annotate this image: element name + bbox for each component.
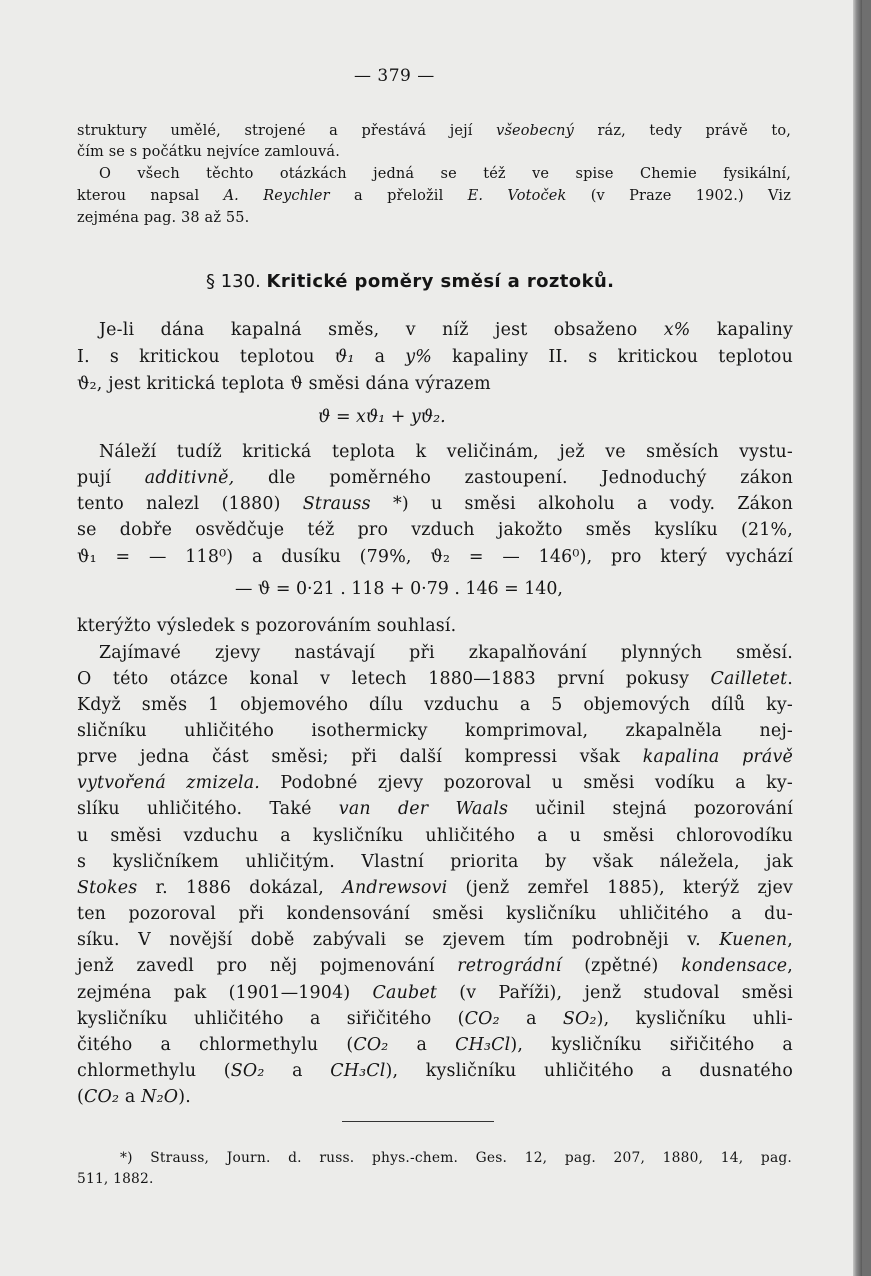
body-line-6: tento nalezl (1880) Strauss *) u směsi alkoholu a vody. Zákon	[77, 494, 793, 514]
body-line-24: kysličníku uhličitého a siřičitého (CO₂ a SO₂), kysličníku uhli-	[77, 1009, 793, 1029]
body-line-8: ϑ₁ = — 118⁰) a dusíku (79%, ϑ₂ = — 146⁰), pro který vychází	[77, 547, 793, 567]
intro-line-3: O všech těchto otázkách jedná se též ve spise Chemie fysikální,	[99, 166, 791, 182]
body-line-19: Stokes r. 1886 dokázal, Andrewsovi (jenž zemřel 1885), kterýž zjev	[77, 878, 794, 898]
body-line-11: O této otázce konal v letech 1880—1883 první pokusy Cailletet.	[77, 669, 793, 689]
body-line-25: čitého a chlormethylu (CO₂ a CH₃Cl), kysličníku siřičitého a	[77, 1035, 793, 1055]
intro-line-5: zejména pag. 38 až 55.	[77, 210, 250, 226]
page-number: — 379 —	[354, 66, 435, 86]
body-line-23: zejména pak (1901—1904) Caubet (v Paříži), jenž studoval směsi	[77, 983, 793, 1003]
body-line-26: chlormethylu (SO₂ a CH₃Cl), kysličníku uhličitého a dusnatého	[77, 1061, 793, 1081]
body-line-16: slíku uhličitého. Také van der Waals učinil stejná pozorování	[77, 799, 794, 819]
body-line-17: u směsi vzduchu a kysličníku uhličitého a u směsi chlorovodíku	[77, 826, 793, 846]
section-heading	[206, 271, 614, 292]
page-edge-shadow	[853, 0, 862, 1276]
footnote-line-2: 511, 1882.	[77, 1171, 154, 1187]
body-line-3: ϑ₂, jest kritická teplota ϑ směsi dána výrazem	[77, 374, 491, 394]
body-line-13: sličníku uhličitého isothermicky komprimoval, zkapalněla nej-	[77, 721, 793, 741]
body-line-7: se dobře osvědčuje též pro vzduch jakožto směs kyslíku (21%,	[77, 520, 793, 540]
section-title: Kritické poměry směsí a roztoků.	[266, 271, 615, 292]
body-line-12: Když směs 1 objemového dílu vzduchu a 5 objemových dílů ky-	[77, 695, 793, 715]
body-line-1: Je-li dána kapalná směs, v níž jest obsaženo x% kapaliny	[99, 320, 793, 340]
footnote-line-1: *) Strauss, Journ. d. russ. phys.-chem. Ges. 12, pag. 207, 1880, 14, pag.	[120, 1150, 792, 1166]
formula-critical-temperature: ϑ = xϑ₁ + yϑ₂.	[318, 407, 446, 427]
intro-line-1: struktury umělé, strojené a přestává její všeobecný ráz, tedy právě to,	[77, 123, 791, 139]
intro-line-2: čím se s počátku nejvíce zamlouvá.	[77, 144, 340, 160]
body-line-27: (CO₂ a N₂O).	[77, 1087, 191, 1107]
body-line-15: vytvořená zmizela. Podobné zjevy pozoroval u směsi vodíku a ky-	[77, 773, 793, 793]
body-line-2: I. s kritickou teplotou ϑ₁ a y% kapaliny II. s kritickou teplotou	[77, 347, 793, 367]
body-line-22: jenž zavedl pro něj pojmenování retrográdní (zpětné) kondensace,	[77, 956, 793, 976]
body-line-5: pují additivně, dle poměrného zastoupení. Jednoduchý zákon	[77, 468, 793, 488]
body-line-10: Zajímavé zjevy nastávají při zkapalňování plynných směsí.	[99, 643, 793, 663]
body-line-9: kterýžto výsledek s pozorováním souhlasí.	[77, 616, 457, 636]
section-number: § 130.	[206, 271, 261, 292]
footnote-divider	[342, 1121, 494, 1122]
body-line-20: ten pozoroval při kondensování směsi kysličníku uhličitého a du-	[77, 904, 793, 924]
intro-line-4: kterou napsal A. Reychler a přeložil E. Votoček (v Praze 1902.) Viz	[77, 188, 792, 204]
body-line-14: prve jedna část směsi; při další kompressi však kapalina právě	[77, 747, 794, 767]
body-line-18: s kysličníkem uhličitým. Vlastní priorita by však náležela, jak	[77, 852, 793, 872]
formula-air-calculation: — ϑ = 0·21 . 118 + 0·79 . 146 = 140,	[235, 579, 563, 599]
body-line-21: síku. V novější době zabývali se zjevem tím podrobněji v. Kuenen,	[77, 930, 793, 950]
body-line-4: Náleží tudíž kritická teplota k veličinám, jež ve směsích vystu-	[99, 442, 793, 462]
